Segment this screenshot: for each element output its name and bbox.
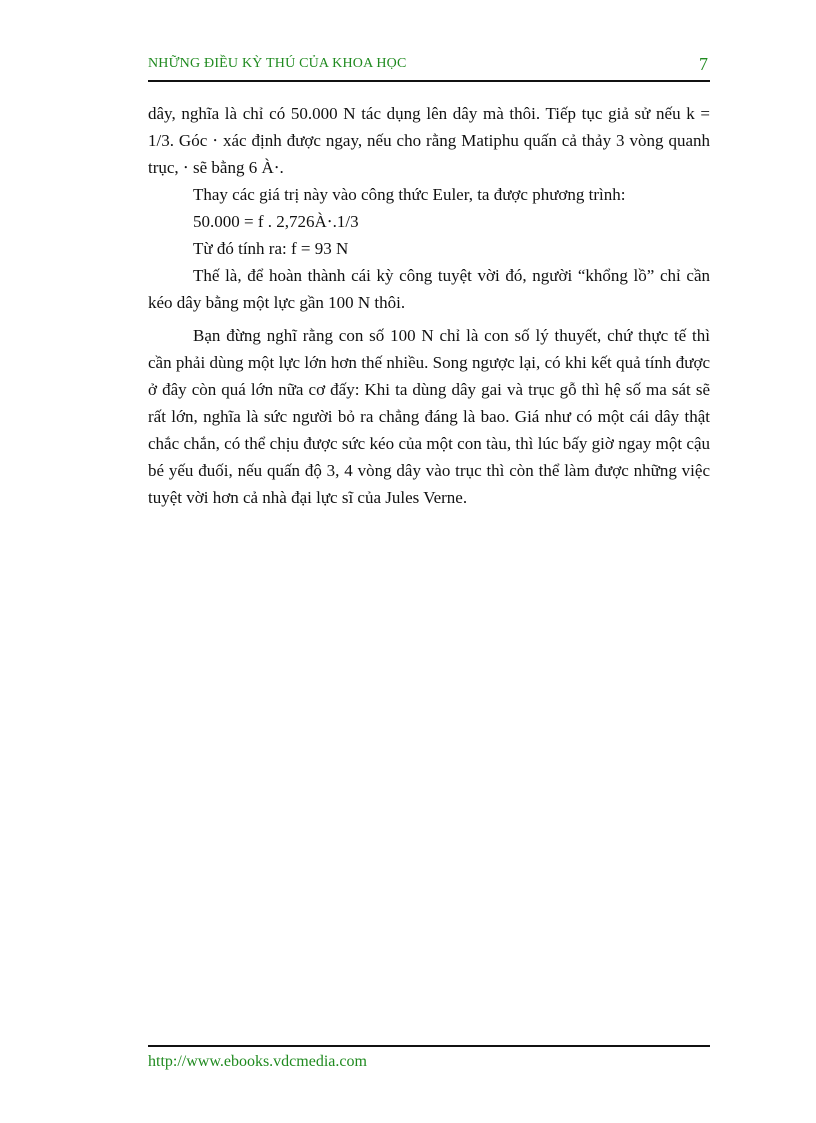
running-title: NHỮNG ĐIỀU KỲ THÚ CỦA KHOA HỌC — [148, 56, 407, 71]
equation-line: 50.000 = f . 2,726À⋅.1/3 — [193, 212, 359, 231]
paragraph-discussion: Bạn đừng nghĩ rằng con số 100 N chỉ là con số lý thuyết, chứ thực tế thì cần phải dùng một lực lớn hơn thế nhiều. Song ngược lại, có khi kết quả tính được ở đây còn quá lớn nữa cơ đấy: Khi ta dùng dây gai và trục gỗ thì hệ số ma sát sẽ rất lớn, nghĩa là sức người bỏ ra chẳng đáng là bao. Giá như có một cái dây thật chắc chắn, có thể chịu được sức kéo của một con tàu, thì lúc bấy giờ ngay một cậu bé yếu đuối, nếu quấn độ 3, 4 vòng dây vào trục thì còn thể làm được những việc tuyệt vời hơn cả nhà đại lực sĩ của Jules Verne. — [148, 326, 710, 507]
footer-url-link[interactable]: http://www.ebooks.vdcmedia.com — [148, 1053, 367, 1070]
page-header — [148, 54, 710, 78]
paragraph-euler-intro: Thay các giá trị này vào công thức Euler, ta được phương trình: — [193, 185, 626, 204]
paragraph-continuation: dây, nghĩa là chỉ có 50.000 N tác dụng lên dây mà thôi. Tiếp tục giả sử nếu k = 1/3. Góc ⋅ xác định được ngay, nếu cho rằng Matiphu quấn cả thảy 3 vòng quanh trục, ⋅ sẽ bằng 6 À⋅. — [148, 104, 710, 177]
footer-divider — [148, 1045, 710, 1047]
result-line: Từ đó tính ra: f = 93 N — [193, 239, 349, 258]
header-divider — [148, 80, 710, 82]
page-number: 7 — [699, 54, 708, 74]
page-body — [148, 100, 710, 511]
paragraph-conclusion: Thế là, để hoàn thành cái kỳ công tuyệt vời đó, người “khổng lồ” chỉ cần kéo dây bằng một lực gần 100 N thôi. — [148, 266, 710, 312]
